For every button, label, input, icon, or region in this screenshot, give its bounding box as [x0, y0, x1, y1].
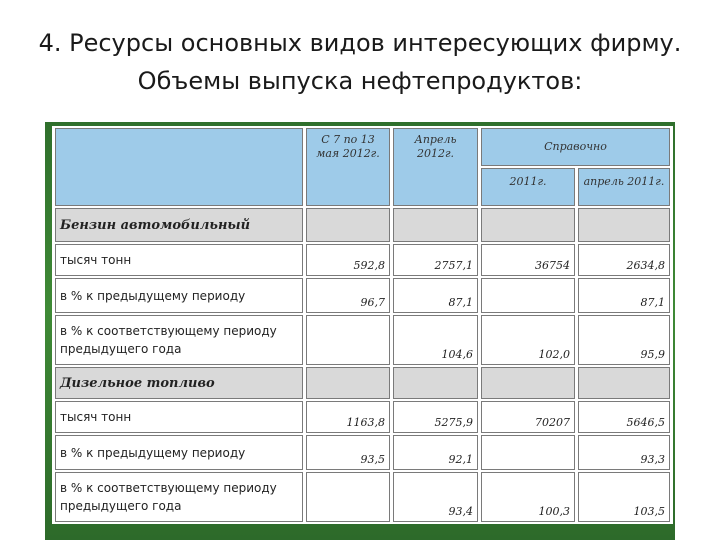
table-cell: 2634,8	[578, 244, 670, 276]
row-label: в % к соответствующему периоду предыдущего года	[55, 315, 303, 365]
section-row	[55, 367, 670, 399]
table-row	[55, 401, 670, 433]
table-row	[55, 472, 670, 522]
table-cell	[306, 315, 390, 365]
table-cell: 592,8	[306, 244, 390, 276]
table-cell: 95,9	[578, 315, 670, 365]
header-period: С 7 по 13 мая 2012г.	[306, 128, 390, 206]
table-cell: 93,3	[578, 435, 670, 470]
table-cell: 102,0	[481, 315, 575, 365]
table-cell: 36754	[481, 244, 575, 276]
row-label: в % к соответствующему периоду предыдущего года	[55, 472, 303, 522]
table-cell: 96,7	[306, 278, 390, 313]
table-row	[55, 244, 670, 276]
table-cell: 103,5	[578, 472, 670, 522]
table-cell: 104,6	[393, 315, 478, 365]
row-label: тысяч тонн	[55, 244, 303, 276]
table-cell	[306, 472, 390, 522]
header-april-2011: апрель 2011г.	[578, 168, 670, 206]
table-cell: 93,4	[393, 472, 478, 522]
table-cell: 87,1	[393, 278, 478, 313]
table-cell: 87,1	[578, 278, 670, 313]
table-cell: 1163,8	[306, 401, 390, 433]
table-cell: 2757,1	[393, 244, 478, 276]
table-cell: 5646,5	[578, 401, 670, 433]
section-row	[55, 208, 670, 242]
header-april-2012: Апрель 2012г.	[393, 128, 478, 206]
table-cell: 70207	[481, 401, 575, 433]
table-cell: 93,5	[306, 435, 390, 470]
table-row	[55, 435, 670, 470]
header-blank-cell	[55, 128, 303, 206]
table-cell	[481, 435, 575, 470]
section-title: Дизельное топливо	[55, 367, 303, 399]
header-row	[55, 128, 670, 166]
table-row	[55, 278, 670, 313]
petroleum-output-table	[52, 126, 673, 524]
table-cell	[481, 278, 575, 313]
row-label: в % к предыдущему периоду	[55, 278, 303, 313]
title-line-2: Объемы выпуска нефтепродуктов:	[137, 67, 583, 95]
table-cell: 100,3	[481, 472, 575, 522]
header-reference: Справочно	[481, 128, 670, 166]
table-cell: 92,1	[393, 435, 478, 470]
table-row	[55, 315, 670, 365]
header-2011: 2011г.	[481, 168, 575, 206]
row-label: тысяч тонн	[55, 401, 303, 433]
table-cell: 5275,9	[393, 401, 478, 433]
section-title: Бензин автомобильный	[55, 208, 303, 242]
row-label: в % к предыдущему периоду	[55, 435, 303, 470]
slide-title	[0, 24, 720, 100]
title-line-1: 4. Ресурсы основных видов интересующих фирму.	[38, 29, 682, 57]
